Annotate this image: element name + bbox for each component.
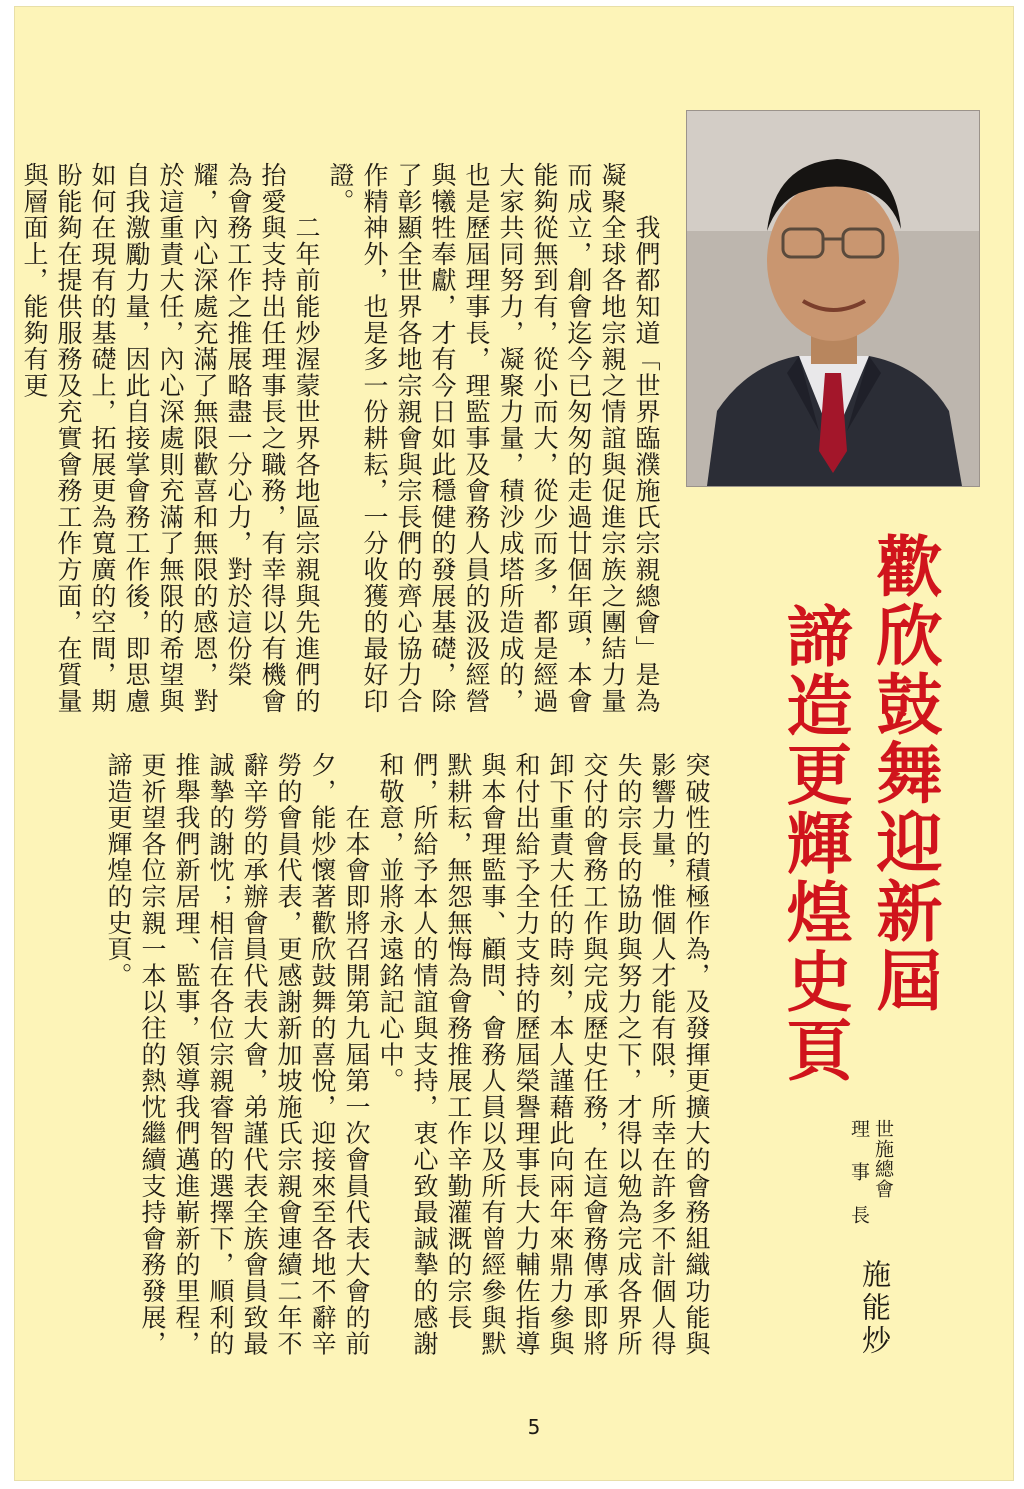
magazine-page — [14, 6, 1014, 1481]
chairman-portrait-photo — [687, 111, 979, 486]
page-number: 5 — [527, 1415, 541, 1439]
article-title-line-2: 諦造更輝煌史頁 — [775, 602, 852, 1085]
signature-organization: 世施總會 理 事 長 — [848, 1119, 894, 1225]
signature-name: 施能炒 — [858, 1259, 892, 1358]
article-body-bottom: 突破性的積極作為，及發揮更擴大的會務組織功能與影響力量，惟個人才能有限，所幸在許多不計個人得失的宗長的協助與努力之下，才得以勉為完成各界所交付的會務工作與完成歷史任務，在這會務傳承即將卸下重責大任的時刻，本人謹藉此向兩年來鼎力參與和付出給予全力支持的歷屆榮譽理事長大力輔佐指導與本會理監事、顧問、會務人員以及所有曾經參與默默耕耘，無怨無悔為會務推展工作辛勤灌溉的宗長們，所給予本人的情誼與支持，衷心致最誠摯的感謝和敬意，並將永遠銘記心中。 在本會即將召開第九屆第一次會員代表大會的前夕，能炒懷著歡欣鼓舞的喜悅，迎接來至各地不辭辛勞的會員代表，更感謝新加坡施氏宗親會連續二年不辭辛勞的承辦會員代表大會，弟謹代表全族會員致最誠摯的謝忱；相信在各位宗親睿智的選擇下，順利的推舉我們新居理、監事，領導我們邁進嶄新的里程，更祈望各位宗親一本以往的熱忱繼續支持會務發展，諦造更輝煌的史頁。 — [104, 752, 711, 1357]
article-body-top: 我們都知道「世界臨濮施氏宗親總會」是為凝聚全球各地宗親之情誼與促進宗族之團結力量而成立，創會迄今已匆匆的走過廿個年頭，本會能夠從無到有，從小而大，從少而多，都是經過大家共同努力，凝聚力量，積沙成塔所造成的，也是歷屆理事長，理監事及會務人員的汲汲經營與犧牲奉獻，才有今日如此穩健的發展基礎，除了彰顯全世界各地宗親會與宗長們的齊心協力合作精神外，也是多一份耕耘，一分收獲的最好印證。 二年前能炒渥蒙世界各地區宗親與先進們的抬愛與支持出任理事長之職務，有幸得以有機會為會務工作之推展略盡一分心力，對於這份榮耀，內心深處充滿了無限歡喜和無限的感恩，對於這重責大任，內心深處則充滿了無限的希望與自我激勵力量，因此自接掌會務工作後，即思慮如何在現有的基礎上，拓展更為寬廣的空間，期盼能夠在提供服務及充實會務工作方面，在質量與層面上，能夠有更 — [20, 162, 661, 715]
article-title-line-1: 歡欣鼓舞迎新屆 — [865, 532, 942, 1015]
